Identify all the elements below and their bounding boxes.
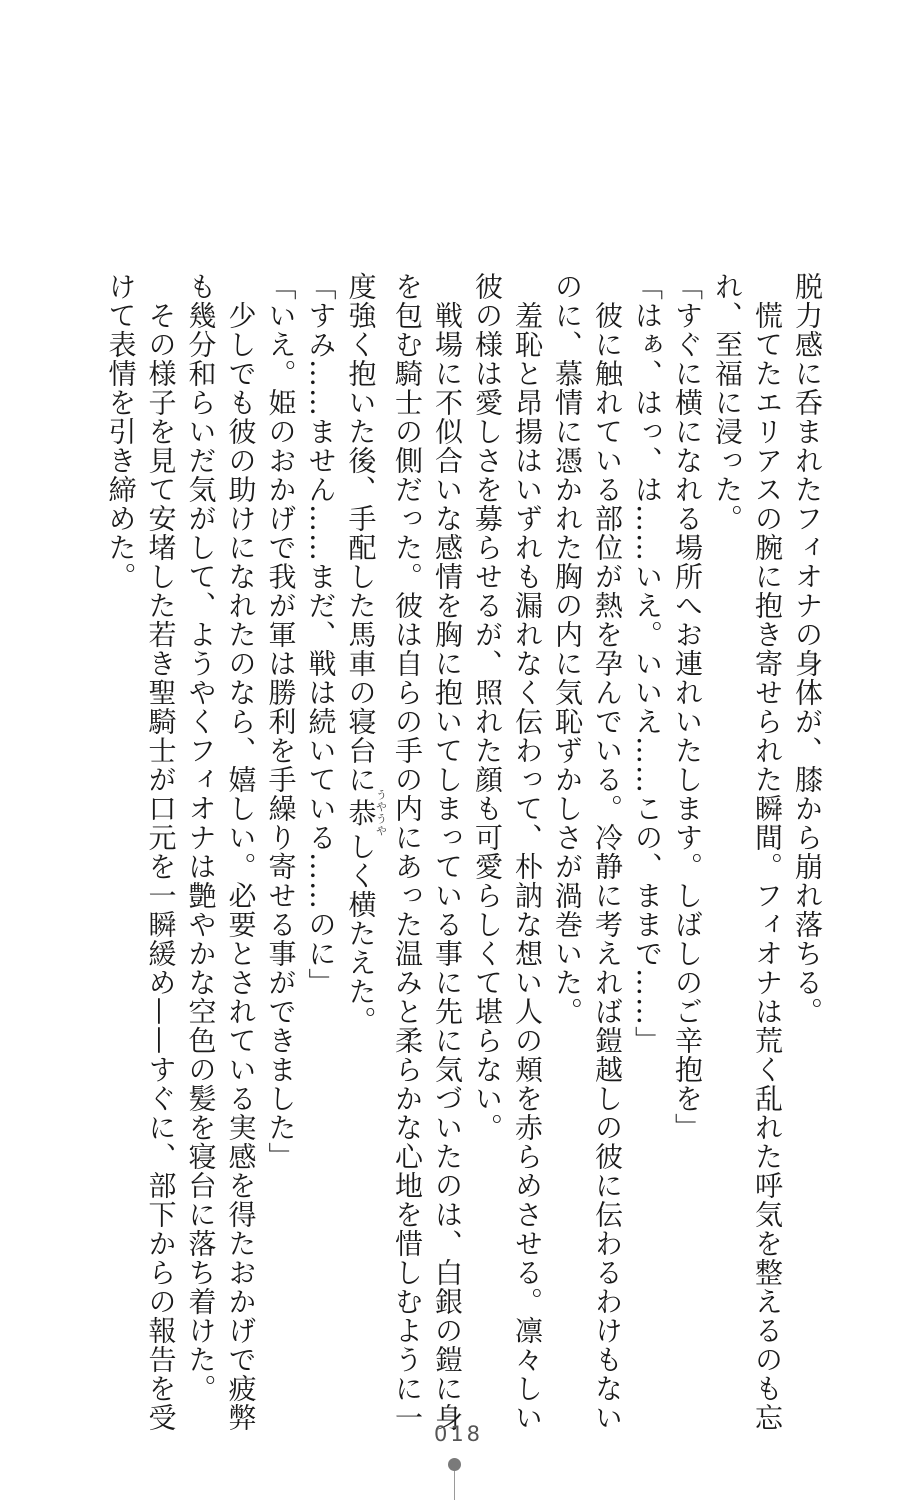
folio-dot-ornament bbox=[448, 1458, 461, 1471]
text-line-8: 羞恥と昂揚はいずれも漏れなく伝わって、朴訥な想い人の頬を赤らめさせる。凛々しい bbox=[511, 272, 544, 1432]
text-line-4: 「すぐに横になれる場所へお連れいたします。しばしのご辛抱を」 bbox=[671, 272, 704, 1142]
text-line-6: 彼に触れている部位が熱を孕んでいる。冷静に考えれば鎧越しの彼に伝わるわけもない bbox=[591, 272, 624, 1432]
ruby-base: 恭 bbox=[344, 789, 378, 837]
text-line-1: 脱力感に呑まれたフィオナの身体が、膝から崩れ落ちる。 bbox=[791, 272, 824, 1026]
text-line-12-before: 度強く抱いた後、手配した馬車の寝台に bbox=[344, 272, 378, 794]
text-line-2: 慌てたエリアスの腕に抱き寄せられた瞬間。フィオナは荒く乱れた呼気を整えるのも忘 bbox=[751, 272, 784, 1432]
folio-rule-ornament bbox=[454, 1471, 455, 1500]
text-line-12-after: しく横たえた。 bbox=[344, 832, 378, 1035]
text-line-16: も幾分和らいだ気がして、ようやくフィオナは艶やかな空色の髪を寝台に落ち着けた。 bbox=[184, 272, 218, 1403]
text-line-15: 少しでも彼の助けになれたのなら、嬉しい。必要とされている実感を得たおかげで疲弊 bbox=[224, 272, 258, 1432]
text-line-3: れ、至福に浸った。 bbox=[711, 272, 744, 533]
body-text-block bbox=[101, 272, 828, 1432]
page-number: 018 bbox=[433, 1422, 484, 1446]
text-line-5: 「はぁ、はっ、は……いえ。いいえ……この、ままで……」 bbox=[631, 272, 664, 1055]
text-line-17: その様子を見て安堵した若き聖騎士が口元を一瞬緩め——すぐに、部下からの報告を受 bbox=[144, 272, 178, 1432]
text-line-9: 彼の様は愛しさを募らせるが、照れた顔も可愛らしくて堪らない。 bbox=[471, 272, 504, 1142]
text-line-11: を包む騎士の側だった。彼は自らの手の内にあった温みと柔らかな心地を惜しむように一 bbox=[391, 272, 424, 1432]
text-line-14: 「いえ。姫のおかげで我が軍は勝利を手繰り寄せる事ができました」 bbox=[264, 272, 298, 1171]
text-line-7: のに、慕情に憑かれた胸の内に気恥ずかしさが渦巻いた。 bbox=[551, 272, 584, 1026]
ruby-reading: うやうや bbox=[374, 789, 388, 837]
text-line-12 bbox=[341, 272, 388, 1272]
text-line-13: 「すみ……ません……まだ、戦は続いている……のに」 bbox=[304, 272, 338, 997]
text-line-18: けて表情を引き締めた。 bbox=[104, 272, 138, 591]
ruby-annotation bbox=[344, 789, 388, 837]
text-line-10: 戦場に不似合いな感情を胸に抱いてしまっている事に先に気づいたのは、白銀の鎧に身 bbox=[431, 272, 464, 1432]
